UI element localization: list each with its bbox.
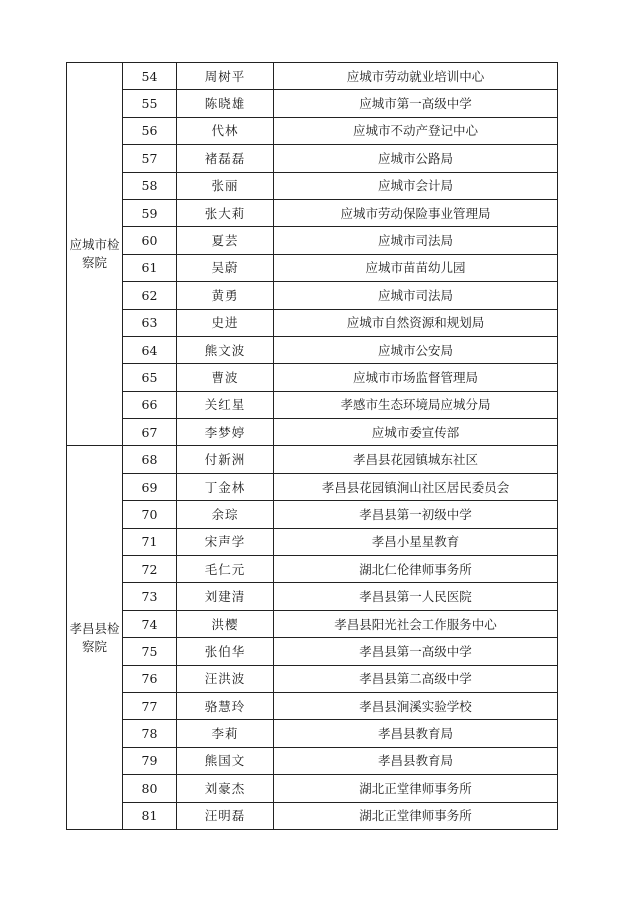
row-number-cell: 58 bbox=[123, 172, 177, 199]
organization-cell: 应城市司法局 bbox=[274, 227, 558, 254]
table-row bbox=[67, 309, 558, 336]
organization-cell: 孝昌县涧溪实验学校 bbox=[274, 692, 558, 719]
person-name-cell: 骆慧玲 bbox=[177, 692, 274, 719]
row-number-cell: 71 bbox=[123, 528, 177, 555]
organization-cell: 孝昌县教育局 bbox=[274, 720, 558, 747]
person-name-cell: 张丽 bbox=[177, 172, 274, 199]
person-name-cell: 洪樱 bbox=[177, 610, 274, 637]
table-row bbox=[67, 528, 558, 555]
table-row bbox=[67, 556, 558, 583]
organization-cell: 应城市司法局 bbox=[274, 282, 558, 309]
table-row bbox=[67, 364, 558, 391]
table-row bbox=[67, 775, 558, 802]
person-name-cell: 周树平 bbox=[177, 63, 274, 90]
row-number-cell: 70 bbox=[123, 501, 177, 528]
row-number-cell: 66 bbox=[123, 391, 177, 418]
roster-table bbox=[66, 62, 558, 830]
group-name: 孝昌县检察院 bbox=[69, 620, 120, 654]
organization-cell: 孝昌县第一高级中学 bbox=[274, 638, 558, 665]
person-name-cell: 宋声学 bbox=[177, 528, 274, 555]
person-name-cell: 汪明磊 bbox=[177, 802, 274, 829]
table-row bbox=[67, 419, 558, 446]
table-row bbox=[67, 172, 558, 199]
organization-cell: 孝昌小星星教育 bbox=[274, 528, 558, 555]
person-name-cell: 熊文波 bbox=[177, 336, 274, 363]
row-number-cell: 79 bbox=[123, 747, 177, 774]
organization-cell: 应城市自然资源和规划局 bbox=[274, 309, 558, 336]
organization-cell: 湖北仁伦律师事务所 bbox=[274, 556, 558, 583]
group-cell bbox=[67, 63, 123, 446]
person-name-cell: 夏芸 bbox=[177, 227, 274, 254]
row-number-cell: 67 bbox=[123, 419, 177, 446]
person-name-cell: 熊国文 bbox=[177, 747, 274, 774]
table-row bbox=[67, 473, 558, 500]
table-row bbox=[67, 90, 558, 117]
row-number-cell: 81 bbox=[123, 802, 177, 829]
organization-cell: 孝感市生态环境局应城分局 bbox=[274, 391, 558, 418]
row-number-cell: 57 bbox=[123, 145, 177, 172]
person-name-cell: 黄勇 bbox=[177, 282, 274, 309]
organization-cell: 应城市市场监督管理局 bbox=[274, 364, 558, 391]
organization-cell: 应城市委宣传部 bbox=[274, 419, 558, 446]
table-row bbox=[67, 747, 558, 774]
person-name-cell: 史进 bbox=[177, 309, 274, 336]
person-name-cell: 刘豪杰 bbox=[177, 775, 274, 802]
table-row bbox=[67, 199, 558, 226]
organization-cell: 孝昌县教育局 bbox=[274, 747, 558, 774]
organization-cell: 应城市劳动保险事业管理局 bbox=[274, 199, 558, 226]
person-name-cell: 余琮 bbox=[177, 501, 274, 528]
organization-cell: 孝昌县花园镇城东社区 bbox=[274, 446, 558, 473]
organization-cell: 应城市会计局 bbox=[274, 172, 558, 199]
organization-cell: 应城市劳动就业培训中心 bbox=[274, 63, 558, 90]
row-number-cell: 77 bbox=[123, 692, 177, 719]
row-number-cell: 75 bbox=[123, 638, 177, 665]
person-name-cell: 付新洲 bbox=[177, 446, 274, 473]
roster-table-container bbox=[66, 62, 557, 830]
organization-cell: 应城市不动产登记中心 bbox=[274, 117, 558, 144]
person-name-cell: 汪洪波 bbox=[177, 665, 274, 692]
table-row bbox=[67, 254, 558, 281]
row-number-cell: 62 bbox=[123, 282, 177, 309]
person-name-cell: 褚磊磊 bbox=[177, 145, 274, 172]
row-number-cell: 68 bbox=[123, 446, 177, 473]
organization-cell: 孝昌县第一人民医院 bbox=[274, 583, 558, 610]
person-name-cell: 张大莉 bbox=[177, 199, 274, 226]
table-row bbox=[67, 117, 558, 144]
person-name-cell: 关红星 bbox=[177, 391, 274, 418]
organization-cell: 应城市第一高级中学 bbox=[274, 90, 558, 117]
group-name: 应城市检察院 bbox=[69, 237, 120, 271]
table-row bbox=[67, 63, 558, 90]
row-number-cell: 74 bbox=[123, 610, 177, 637]
table-row bbox=[67, 638, 558, 665]
row-number-cell: 61 bbox=[123, 254, 177, 281]
organization-cell: 湖北正堂律师事务所 bbox=[274, 775, 558, 802]
table-row bbox=[67, 446, 558, 473]
table-row bbox=[67, 282, 558, 309]
group-cell bbox=[67, 446, 123, 829]
row-number-cell: 60 bbox=[123, 227, 177, 254]
table-row bbox=[67, 583, 558, 610]
person-name-cell: 刘建清 bbox=[177, 583, 274, 610]
table-row bbox=[67, 610, 558, 637]
row-number-cell: 72 bbox=[123, 556, 177, 583]
organization-cell: 孝昌县阳光社会工作服务中心 bbox=[274, 610, 558, 637]
row-number-cell: 69 bbox=[123, 473, 177, 500]
person-name-cell: 毛仁元 bbox=[177, 556, 274, 583]
person-name-cell: 代林 bbox=[177, 117, 274, 144]
roster-table-body bbox=[67, 63, 558, 830]
table-row bbox=[67, 802, 558, 829]
organization-cell: 孝昌县花园镇涧山社区居民委员会 bbox=[274, 473, 558, 500]
row-number-cell: 59 bbox=[123, 199, 177, 226]
organization-cell: 应城市公安局 bbox=[274, 336, 558, 363]
row-number-cell: 56 bbox=[123, 117, 177, 144]
person-name-cell: 张伯华 bbox=[177, 638, 274, 665]
person-name-cell: 丁金林 bbox=[177, 473, 274, 500]
row-number-cell: 78 bbox=[123, 720, 177, 747]
person-name-cell: 陈晓雄 bbox=[177, 90, 274, 117]
row-number-cell: 55 bbox=[123, 90, 177, 117]
table-row bbox=[67, 692, 558, 719]
person-name-cell: 李莉 bbox=[177, 720, 274, 747]
row-number-cell: 64 bbox=[123, 336, 177, 363]
row-number-cell: 54 bbox=[123, 63, 177, 90]
table-row bbox=[67, 391, 558, 418]
organization-cell: 应城市公路局 bbox=[274, 145, 558, 172]
table-row bbox=[67, 720, 558, 747]
table-row bbox=[67, 665, 558, 692]
row-number-cell: 76 bbox=[123, 665, 177, 692]
organization-cell: 孝昌县第一初级中学 bbox=[274, 501, 558, 528]
organization-cell: 应城市苗苗幼儿园 bbox=[274, 254, 558, 281]
table-row bbox=[67, 336, 558, 363]
person-name-cell: 吴蔚 bbox=[177, 254, 274, 281]
row-number-cell: 80 bbox=[123, 775, 177, 802]
row-number-cell: 63 bbox=[123, 309, 177, 336]
person-name-cell: 曹波 bbox=[177, 364, 274, 391]
organization-cell: 孝昌县第二高级中学 bbox=[274, 665, 558, 692]
organization-cell: 湖北正堂律师事务所 bbox=[274, 802, 558, 829]
table-row bbox=[67, 227, 558, 254]
table-row bbox=[67, 145, 558, 172]
person-name-cell: 李梦婷 bbox=[177, 419, 274, 446]
row-number-cell: 65 bbox=[123, 364, 177, 391]
row-number-cell: 73 bbox=[123, 583, 177, 610]
table-row bbox=[67, 501, 558, 528]
